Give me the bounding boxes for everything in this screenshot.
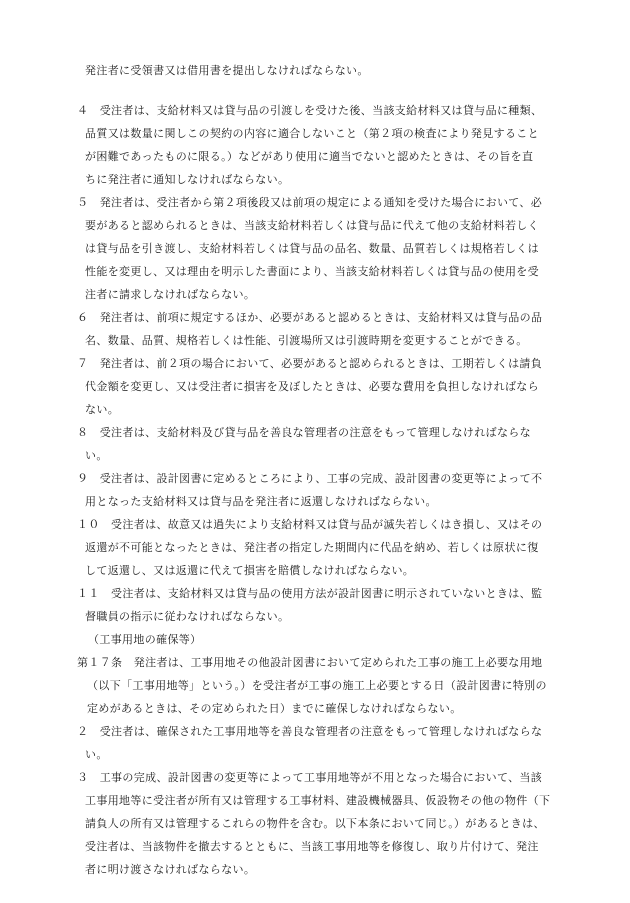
paragraph-4 (0, 100, 630, 192)
text-line: ６ 発注者は、前項に規定するほか、必要があると認めるときは、支給材料又は貸与品の品 (77, 311, 543, 324)
text-line: ２ 受注者は、確保された工事用地等を善良な管理者の注意をもって管理しなければならな (77, 725, 543, 738)
text-line: 注者に請求しなければならない。 (85, 287, 256, 301)
text-line: ４ 受注者は、支給材料又は貸与品の引渡しを受けた後、当該支給材料又は貸与品に種類、 (77, 104, 543, 117)
text-line: 督職員の指示に従わなければならない。 (85, 609, 290, 623)
text-line: い。 (85, 448, 108, 462)
text-line: 品質又は数量に関しこの契約の内容に適合しないこと（第２項の検査により発見すること (85, 126, 539, 140)
text-line: い。 (85, 747, 108, 761)
text-line: ８ 受注者は、支給材料及び貸与品を善良な管理者の注意をもって管理しなければならな (77, 426, 531, 439)
text-line: 返還が不可能となったときは、発注者の指定した期間内に代品を納め、若しくは原状に復 (85, 540, 539, 554)
paragraph-6 (0, 307, 630, 353)
text-line: （以下「工事用地等」という。）を受注者が工事の施工上必要とする日（設計図書に特別の (87, 678, 547, 692)
paragraph-7 (0, 353, 630, 422)
text-line: して返還し、又は返還に代えて損害を賠償しなければならない。 (85, 563, 415, 577)
text-line: ７ 発注者は、前２項の場合において、必要があると認められるときは、工期若しくは請負 (77, 357, 543, 370)
text-line: ９ 受注者は、設計図書に定めるところにより、工事の完成、設計図書の変更等によって不 (77, 472, 543, 485)
text-line: 要があると認められるときは、当該支給材料若しくは貸与品に代えて他の支給材料若しく (85, 218, 539, 232)
text-line: 代金額を変更し、又は受注者に損害を及ぼしたときは、必要な費用を負担しなければなら (85, 379, 539, 393)
text-line: 者に明け渡さなければならない。 (85, 862, 256, 876)
text-line: ５ 発注者は、受注者から第２項後段又は前項の規定による通知を受けた場合において、必 (77, 196, 543, 209)
text-line: 名、数量、品質、規格若しくは性能、引渡場所又は引渡時期を変更することができる。 (85, 333, 528, 347)
text-line: １０ 受注者は、故意又は過失により支給材料又は貸与品が滅失若しくはき損し、又はその (77, 518, 543, 531)
text-line: 請負人の所有又は管理するこれらの物件を含む。以下本条において同じ。）があるときは、 (85, 816, 545, 830)
section-heading (0, 629, 630, 652)
text-line: は貸与品を引き渡し、支給材料若しくは貸与品の品名、数量、品質若しくは規格若しくは (85, 241, 539, 255)
text-line: 受注者は、当該物件を撤去するとともに、当該工事用地等を修復し、取り片付けて、発注 (85, 839, 539, 853)
paragraph-3-continuation (0, 60, 630, 83)
text-line: 用となった支給材料又は貸与品を発注者に返還しなければならない。 (85, 494, 437, 508)
text-line: が困難であったものに限る。）などがあり使用に適当でないと認めたときは、その旨を直 (85, 149, 534, 163)
text-line: １１ 受注者は、支給材料又は貸与品の使用方法が設計図書に明示されていないときは、監 (77, 587, 543, 600)
article-17-paragraph-2 (0, 721, 630, 767)
section-heading-text: （工事用地の確保等） (88, 633, 202, 646)
article-17-paragraph-3 (0, 767, 630, 881)
article-heading-line: 第１７条 発注者は、工事用地その他設計図書において定められた工事の施工上必要な用地 (77, 656, 543, 669)
text-line: 性能を変更し、又は理由を明示した書面により、当該支給材料若しくは貸与品の使用を受 (85, 264, 539, 278)
paragraph-8 (0, 422, 630, 468)
text-line: 定めがあるときは、その定められた日）までに確保しなければならない。 (87, 701, 462, 715)
paragraph-10 (0, 514, 630, 583)
paragraph-9 (0, 468, 630, 514)
paragraph-11 (0, 583, 630, 629)
text-line: 発注者に受領書又は借用書を提出しなければならない。 (85, 64, 369, 77)
text-line: ３ 工事の完成、設計図書の変更等によって工事用地等が不用となった場合において、当該 (77, 771, 543, 784)
text-line: 工事用地等に受注者が所有又は管理する工事材料、建設機械器具、仮設物その他の物件（下 (85, 793, 551, 807)
text-line: ちに発注者に通知しなければならない。 (85, 172, 290, 186)
text-line: ない。 (85, 402, 120, 416)
article-17 (0, 652, 630, 721)
paragraph-5 (0, 192, 630, 306)
